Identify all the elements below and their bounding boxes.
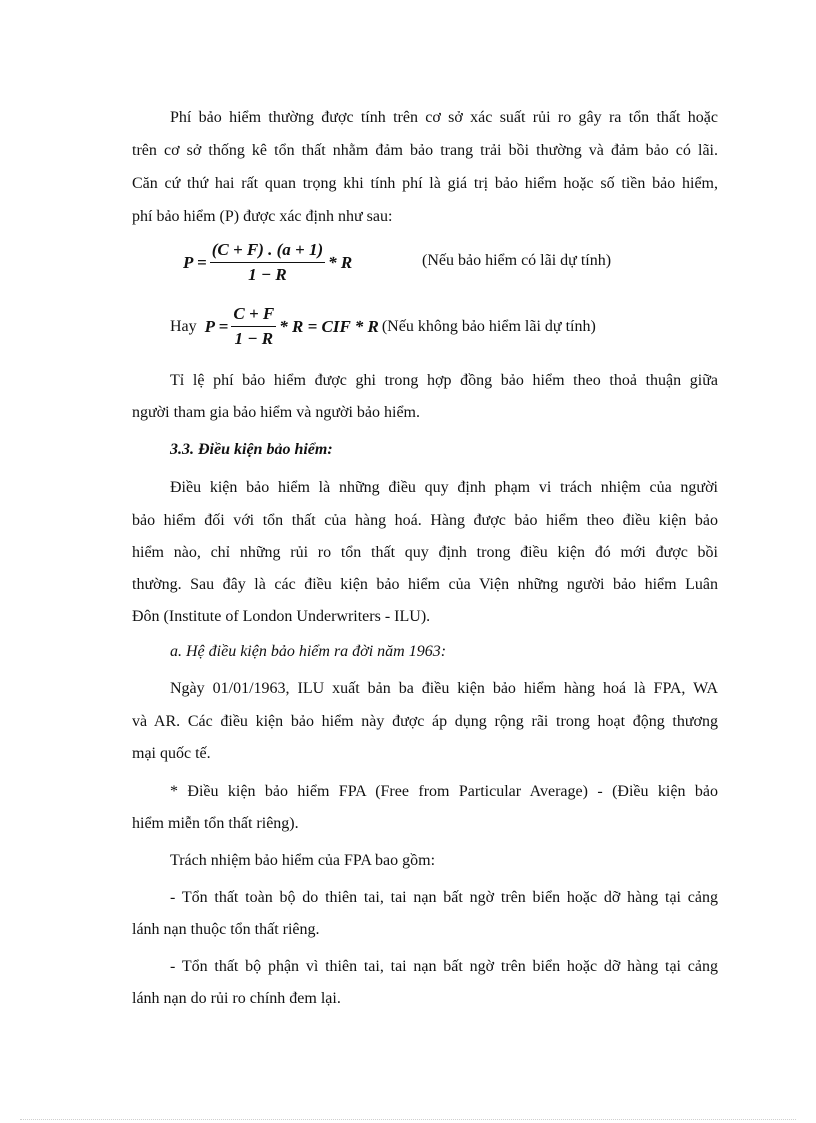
paragraph-1-line-1: Phí bảo hiểm thường được tính trên cơ sở xác suất rủi ro gây ra tổn thất hoặc <box>170 109 718 126</box>
formula-without-profit <box>170 304 596 349</box>
paragraph-7-line-1: - Tổn thất toàn bộ do thiên tai, tai nạn bất ngờ trên biển hoặc dỡ hàng tại cảng <box>170 889 718 906</box>
formula-1-denominator: 1 − R <box>248 265 287 284</box>
paragraph-5-line-2: hiểm miễn tổn thất riêng). <box>132 815 299 832</box>
paragraph-1-line-4: phí bảo hiểm (P) được xác định như sau: <box>132 208 393 225</box>
paragraph-8-line-2: lánh nạn do rủi ro chính đem lại. <box>132 990 341 1007</box>
formula-2-denominator: 1 − R <box>234 329 274 348</box>
formula-1-numerator: (C + F) . (a + 1) <box>210 240 325 263</box>
paragraph-4-line-2: và AR. Các điều kiện bảo hiểm này được áp dụng rộng rãi trong hoạt động thương <box>132 713 718 730</box>
formula-2-note: (Nếu không bảo hiểm lãi dự tính) <box>381 317 596 335</box>
formula-1-fraction <box>210 240 325 285</box>
formula-2-prefix: Hay <box>170 317 197 335</box>
paragraph-3-line-2: bảo hiểm đối với tổn thất của hàng hoá. Hàng được bảo hiểm theo điều kiện bảo <box>132 512 718 529</box>
formula-2-lhs: P = <box>204 316 229 336</box>
paragraph-4-line-1: Ngày 01/01/1963, ILU xuất bản ba điều kiện bảo hiểm hàng hoá là FPA, WA <box>170 680 718 697</box>
subsection-heading-a: a. Hệ điều kiện bảo hiểm ra đời năm 1963: <box>170 643 447 660</box>
paragraph-3-line-1: Điều kiện bảo hiểm là những điều quy định phạm vi trách nhiệm của người <box>170 479 718 496</box>
page-bottom-rule <box>20 1119 796 1120</box>
paragraph-7-line-2: lánh nạn thuộc tổn thất riêng. <box>132 921 320 938</box>
formula-2-numerator: C + F <box>231 304 276 327</box>
formula-2-fraction <box>231 304 276 349</box>
formula-1-lhs: P = <box>183 252 207 272</box>
paragraph-1-line-3: Căn cứ thứ hai rất quan trọng khi tính phí là giá trị bảo hiểm hoặc số tiền bảo hiểm, <box>132 175 718 192</box>
paragraph-1-line-2: trên cơ sở thống kê tổn thất nhằm đảm bảo trang trải bồi thường và đảm bảo có lãi. <box>132 142 718 159</box>
paragraph-4-line-3: mại quốc tế. <box>132 745 211 762</box>
paragraph-3-line-5: Đôn (Institute of London Underwriters - ILU). <box>132 608 431 625</box>
paragraph-2-line-2: người tham gia bảo hiểm và người bảo hiểm. <box>132 404 420 421</box>
formula-2-rhs: * R = CIF * R <box>279 316 379 336</box>
paragraph-3-line-4: thường. Sau đây là các điều kiện bảo hiểm của Viện những người bảo hiểm Luân <box>132 576 718 593</box>
paragraph-6: Trách nhiệm bảo hiểm của FPA bao gồm: <box>170 852 436 869</box>
paragraph-5-line-1: * Điều kiện bảo hiểm FPA (Free from Particular Average) - (Điều kiện bảo <box>170 783 718 800</box>
paragraph-8-line-1: - Tổn thất bộ phận vì thiên tai, tai nạn bất ngờ trên biển hoặc dỡ hàng tại cảng <box>170 958 718 975</box>
section-heading-3-3: 3.3. Điều kiện bảo hiểm: <box>170 441 333 458</box>
formula-1-note: (Nếu bảo hiểm có lãi dự tính) <box>422 252 612 269</box>
formula-1-rhs: * R <box>328 252 353 272</box>
paragraph-3-line-3: hiểm nào, chỉ những rủi ro tổn thất quy định trong điều kiện đó mới được bồi <box>132 544 718 561</box>
formula-with-profit <box>183 240 352 285</box>
paragraph-2-line-1: Tỉ lệ phí bảo hiểm được ghi trong hợp đồng bảo hiểm theo thoả thuận giữa <box>170 372 718 389</box>
